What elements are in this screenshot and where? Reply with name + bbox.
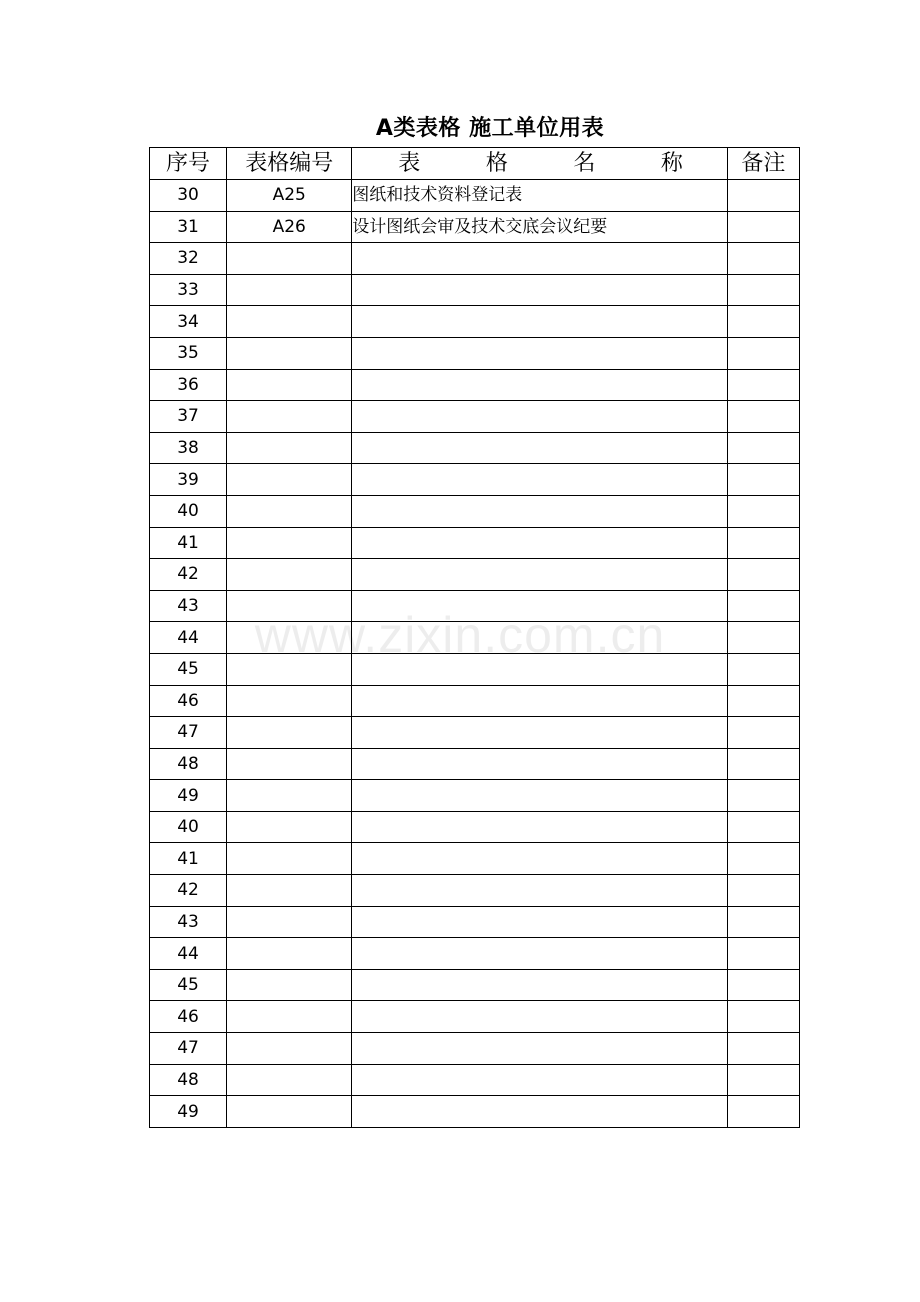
row-seq-cell: 42	[150, 875, 227, 907]
row-seq-cell: 40	[150, 811, 227, 843]
row-code-cell: A25	[227, 180, 352, 212]
row-seq-cell: 49	[150, 1096, 227, 1128]
header-name-char: 名	[573, 150, 596, 176]
row-name-cell	[352, 906, 728, 938]
table-row	[150, 622, 800, 654]
row-code-cell	[227, 780, 352, 812]
row-code-cell	[227, 495, 352, 527]
row-name-cell	[352, 685, 728, 717]
row-name-cell	[352, 401, 728, 433]
table-header	[150, 148, 800, 180]
row-name-cell	[352, 369, 728, 401]
header-name-chars	[352, 149, 727, 179]
row-code-cell	[227, 464, 352, 496]
row-name-cell	[352, 717, 728, 749]
row-code-cell	[227, 243, 352, 275]
table-row	[150, 969, 800, 1001]
table-row	[150, 432, 800, 464]
row-code-cell	[227, 527, 352, 559]
row-seq-cell: 43	[150, 906, 227, 938]
row-seq-cell: 31	[150, 211, 227, 243]
table-row	[150, 243, 800, 275]
table-body	[150, 180, 800, 1128]
row-code-cell	[227, 843, 352, 875]
header-name	[352, 148, 728, 180]
row-seq-cell: 37	[150, 401, 227, 433]
row-name-cell	[352, 274, 728, 306]
forms-table	[149, 147, 800, 1128]
table-row	[150, 180, 800, 212]
row-remark-cell	[727, 590, 799, 622]
row-code-cell	[227, 369, 352, 401]
header-name-char: 格	[485, 150, 508, 176]
table-row	[150, 306, 800, 338]
row-code-cell	[227, 938, 352, 970]
row-name-cell	[352, 337, 728, 369]
row-remark-cell	[727, 1096, 799, 1128]
row-name-cell	[352, 969, 728, 1001]
table-row	[150, 717, 800, 749]
row-remark-cell	[727, 180, 799, 212]
row-code-cell	[227, 274, 352, 306]
row-remark-cell	[727, 938, 799, 970]
row-name-cell	[352, 495, 728, 527]
row-remark-cell	[727, 969, 799, 1001]
row-name-cell	[352, 590, 728, 622]
row-code-cell	[227, 875, 352, 907]
table-row	[150, 780, 800, 812]
watermark: www.zixin.com.cn	[254, 607, 666, 663]
row-remark-cell	[727, 559, 799, 591]
row-remark-cell	[727, 211, 799, 243]
row-seq-cell: 45	[150, 653, 227, 685]
row-seq-cell: 35	[150, 337, 227, 369]
row-seq-cell: 32	[150, 243, 227, 275]
table-row	[150, 369, 800, 401]
row-code-cell	[227, 906, 352, 938]
row-remark-cell	[727, 432, 799, 464]
row-name-cell	[352, 243, 728, 275]
row-name-cell: 图纸和技术资料登记表	[352, 180, 728, 212]
header-code: 表格编号	[227, 148, 352, 180]
row-remark-cell	[727, 717, 799, 749]
table-row	[150, 464, 800, 496]
row-remark-cell	[727, 243, 799, 275]
row-seq-cell: 45	[150, 969, 227, 1001]
table-row	[150, 274, 800, 306]
row-name-cell	[352, 1064, 728, 1096]
row-name-cell: 设计图纸会审及技术交底会议纪要	[352, 211, 728, 243]
table-row	[150, 337, 800, 369]
row-name-cell	[352, 780, 728, 812]
page-title: A类表格 施工单位用表	[375, 116, 605, 141]
row-code-cell	[227, 337, 352, 369]
row-code-cell	[227, 622, 352, 654]
row-name-cell	[352, 464, 728, 496]
row-name-cell	[352, 306, 728, 338]
row-remark-cell	[727, 527, 799, 559]
row-remark-cell	[727, 653, 799, 685]
header-row	[150, 148, 800, 180]
table-row	[150, 401, 800, 433]
row-code-cell: A26	[227, 211, 352, 243]
row-seq-cell: 39	[150, 464, 227, 496]
row-remark-cell	[727, 780, 799, 812]
row-seq-cell: 47	[150, 1033, 227, 1065]
row-name-cell	[352, 843, 728, 875]
table-row	[150, 685, 800, 717]
row-remark-cell	[727, 622, 799, 654]
table-row	[150, 495, 800, 527]
row-seq-cell: 44	[150, 938, 227, 970]
row-name-cell	[352, 1033, 728, 1065]
row-code-cell	[227, 717, 352, 749]
row-seq-cell: 43	[150, 590, 227, 622]
row-code-cell	[227, 590, 352, 622]
header-name-char: 称	[660, 150, 683, 176]
row-remark-cell	[727, 369, 799, 401]
row-remark-cell	[727, 748, 799, 780]
row-name-cell	[352, 527, 728, 559]
row-code-cell	[227, 1064, 352, 1096]
row-name-cell	[352, 653, 728, 685]
row-code-cell	[227, 653, 352, 685]
table-row	[150, 906, 800, 938]
row-name-cell	[352, 559, 728, 591]
row-name-cell	[352, 811, 728, 843]
header-name-char: 表	[398, 150, 421, 176]
row-seq-cell: 47	[150, 717, 227, 749]
table-row	[150, 1001, 800, 1033]
row-seq-cell: 33	[150, 274, 227, 306]
table-row	[150, 527, 800, 559]
row-code-cell	[227, 559, 352, 591]
table-row	[150, 875, 800, 907]
row-remark-cell	[727, 1064, 799, 1096]
table-row	[150, 653, 800, 685]
row-name-cell	[352, 432, 728, 464]
row-name-cell	[352, 748, 728, 780]
row-remark-cell	[727, 495, 799, 527]
row-seq-cell: 48	[150, 748, 227, 780]
row-name-cell	[352, 875, 728, 907]
row-seq-cell: 30	[150, 180, 227, 212]
row-code-cell	[227, 401, 352, 433]
table-row	[150, 843, 800, 875]
row-remark-cell	[727, 685, 799, 717]
row-remark-cell	[727, 1001, 799, 1033]
row-remark-cell	[727, 306, 799, 338]
row-seq-cell: 38	[150, 432, 227, 464]
row-code-cell	[227, 306, 352, 338]
row-name-cell	[352, 622, 728, 654]
row-code-cell	[227, 1001, 352, 1033]
row-code-cell	[227, 1096, 352, 1128]
row-remark-cell	[727, 337, 799, 369]
row-seq-cell: 46	[150, 685, 227, 717]
row-remark-cell	[727, 274, 799, 306]
header-remark: 备注	[727, 148, 799, 180]
table-row	[150, 811, 800, 843]
row-seq-cell: 46	[150, 1001, 227, 1033]
row-code-cell	[227, 1033, 352, 1065]
row-code-cell	[227, 748, 352, 780]
row-code-cell	[227, 685, 352, 717]
row-name-cell	[352, 938, 728, 970]
row-remark-cell	[727, 906, 799, 938]
row-seq-cell: 34	[150, 306, 227, 338]
table-row	[150, 1064, 800, 1096]
row-code-cell	[227, 811, 352, 843]
table-row	[150, 590, 800, 622]
row-seq-cell: 48	[150, 1064, 227, 1096]
row-seq-cell: 41	[150, 527, 227, 559]
table-row	[150, 211, 800, 243]
row-seq-cell: 40	[150, 495, 227, 527]
row-remark-cell	[727, 843, 799, 875]
row-remark-cell	[727, 1033, 799, 1065]
table-row	[150, 559, 800, 591]
row-seq-cell: 44	[150, 622, 227, 654]
row-remark-cell	[727, 811, 799, 843]
row-code-cell	[227, 969, 352, 1001]
row-remark-cell	[727, 464, 799, 496]
table-row	[150, 938, 800, 970]
table-row	[150, 1096, 800, 1128]
table-row	[150, 1033, 800, 1065]
row-remark-cell	[727, 401, 799, 433]
row-seq-cell: 36	[150, 369, 227, 401]
row-name-cell	[352, 1096, 728, 1128]
row-seq-cell: 42	[150, 559, 227, 591]
row-code-cell	[227, 432, 352, 464]
row-remark-cell	[727, 875, 799, 907]
row-name-cell	[352, 1001, 728, 1033]
table-row	[150, 748, 800, 780]
row-seq-cell: 49	[150, 780, 227, 812]
row-seq-cell: 41	[150, 843, 227, 875]
header-seq: 序号	[150, 148, 227, 180]
